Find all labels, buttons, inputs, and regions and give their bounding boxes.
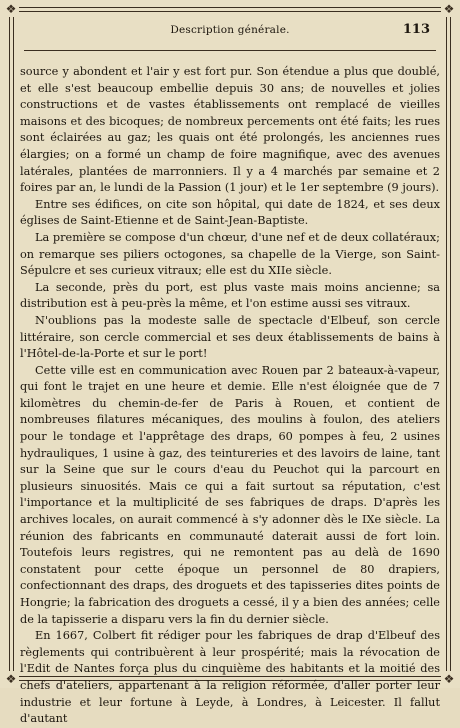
paragraph: La seconde, près du port, est plus vaste mais moins ancienne; sa distribution est à peu-près la même, et l'on estime aussi ses vitraux. — [20, 280, 440, 311]
running-head: Description générale. — [170, 24, 290, 36]
paragraph: En 1667, Colbert fit rédiger pour les fabriques de drap d'Elbeuf des règlements qui contribuèrent à leur prospérité; mais la révocation de l'Edit de Nantes força plus du cinquième des habitants et la moitié des chefs d'ateliers, appartenant à la religion réformée, d'aller porter leur industrie et leur fortune à Leyde, à Londres, à Leicester. Il fallut d'autant — [20, 629, 440, 726]
paragraph: Cette ville est en communication avec Rouen par 2 bateaux-à-vapeur, qui font le trajet en une heure et demie. Elle n'est éloignée que de 7 kilomètres du chemin-de-fer de Paris à Rouen, et contient de nombreuses filatures mécaniques, des moulins à foulon, des ateliers pour le tondage et l'apprêtage des draps, 60 pompes à feu, 2 usines hydrauliques, 1 usine à gaz, des teintureries et des lavoirs de laine, tant sur la Seine que sur le cours d'eau du Peuchot qui la parcourt en plusieurs sinuosités. Mais ce qui a fait surtout sa réputation, c'est l'importance et la multiplicité de ses fabriques de draps. D'après les archives locales, on aurait commencé à s'y adonner dès le IXe siècle. La réunion des fabricants en communauté daterait aussi de fort loin. Toutefois leurs registres, qui ne remontent pas au delà de 1690 constatent pour cette époque un personnel de 80 drapiers, confectionnant des draps, des droguets et des tapisseries dites points de Hongrie; la fabrication des droguets a cessé, il y a bien des années; celle de la tapisserie a disparu vers la fin du dernier siècle. — [20, 363, 440, 626]
paragraph: Entre ses édifices, on cite son hôpital, qui date de 1824, et ses deux églises de Saint-Etienne et de Saint-Jean-Baptiste. — [20, 197, 440, 228]
paragraph: N'oublions pas la modeste salle de spectacle d'Elbeuf, son cercle littéraire, son cercle commercial et ses deux établissements de bains à l'Hôtel-de-la-Porte et sur le port! — [20, 313, 440, 361]
paragraph: source y abondent et l'air y est fort pur. Son étendue a plus que doublé, et elle s'est beaucoup embellie depuis 30 ans; de nouvelles et jolies constructions et de vastes établissements ont remplacé de vieilles maisons et des bicoques; de nombreux percements ont été faits; les rues sont éclairées au gaz; les quais ont été prolongés, les anciennes rues élargies; on a formé un champ de foire magnifique, avec des avenues latérales, plantées de marronniers. Il y a 4 marchés par semaine et 2 foires par an, le lundi de la Passion (1 jour) et le 1er septembre (9 jours). — [20, 65, 440, 195]
corner-ornament-icon: ❖ — [3, 1, 19, 17]
paragraph: La première se compose d'un chœur, d'une nef et de deux collatéraux; on remarque ses piliers octogones, sa chapelle de la Vierge, son Saint-Sépulcre et ses curieux vitraux; elle est du XIIe siècle. — [20, 230, 440, 278]
corner-ornament-icon: ❖ — [3, 671, 19, 687]
header-rule — [24, 50, 436, 51]
corner-ornament-icon: ❖ — [441, 1, 457, 17]
page-header — [24, 24, 436, 44]
page-number: 113 — [402, 22, 430, 37]
corner-ornament-icon: ❖ — [441, 671, 457, 687]
body-text — [20, 64, 440, 726]
